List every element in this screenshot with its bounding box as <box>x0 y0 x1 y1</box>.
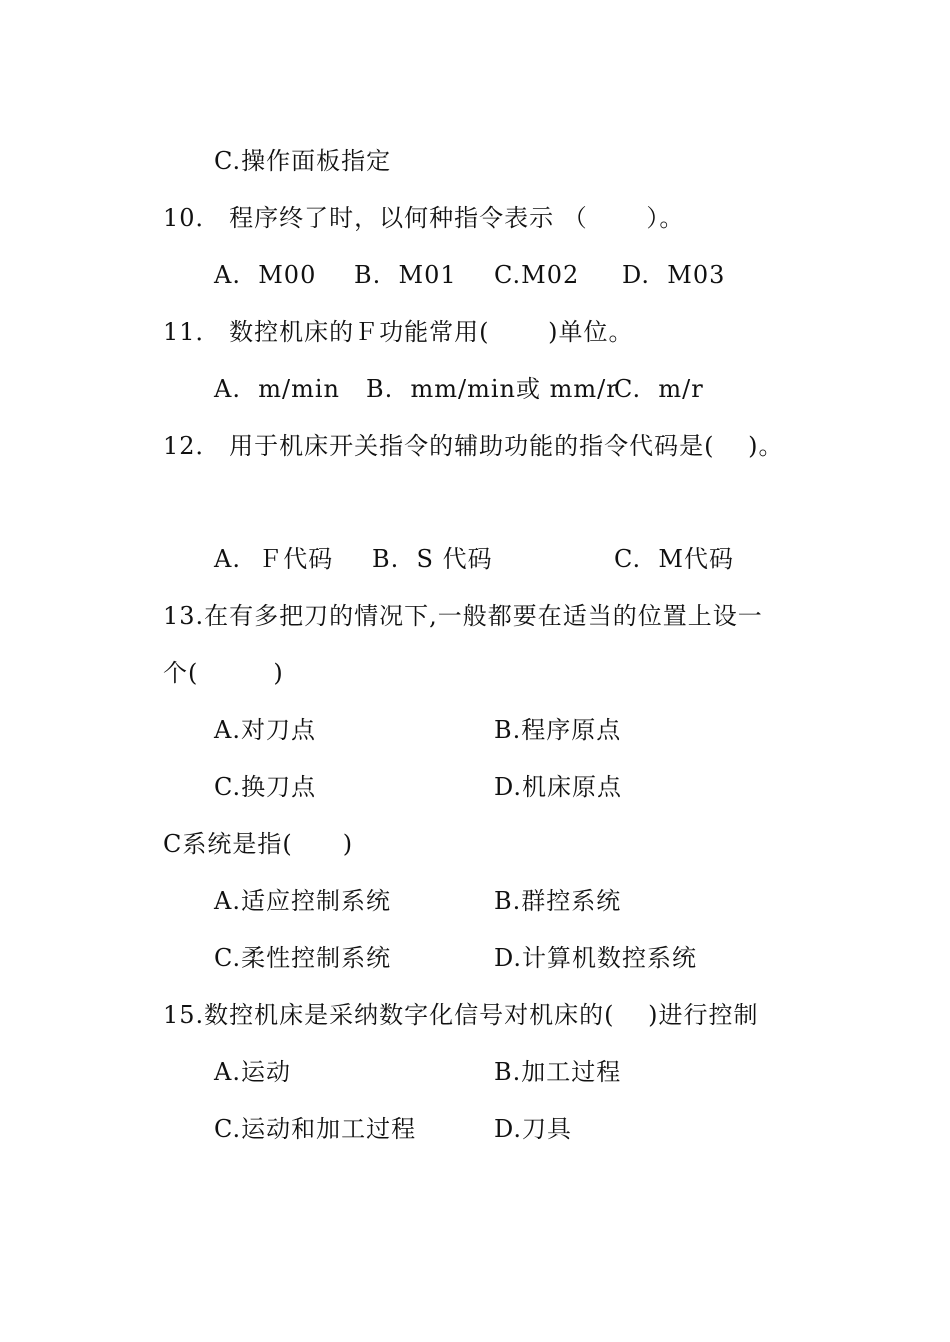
q11-option-b: B. mm/min或 mm/r <box>366 375 619 403</box>
q10-option-a: A. M00 <box>214 261 317 289</box>
q10-option-c: C.M02 <box>494 261 580 289</box>
q10-stem: 10． 程序终了时，以何种指令表示 （ ）。 <box>163 204 685 232</box>
q13-option-b: B.程序原点 <box>494 716 622 744</box>
q12-option-a: A. Ｆ代码 <box>214 545 334 573</box>
q11-stem: 11． 数控机床的Ｆ功能常用( )单位。 <box>163 318 634 346</box>
q13-option-a: A.对刀点 <box>214 716 316 744</box>
q13-stem-line1: 13.在有多把刀的情况下,一般都要在适当的位置上设一 <box>163 602 763 630</box>
q15-stem: 15.数控机床是采纳数字化信号对机床的( )进行控制 <box>163 1001 759 1029</box>
q10-option-d: D. M03 <box>622 261 726 289</box>
q13-stem-line2: 个( ) <box>163 659 284 687</box>
q12-option-b: B. S 代码 <box>372 545 493 573</box>
q15-option-b: B.加工过程 <box>494 1058 622 1086</box>
q14-option-d: D.计算机数控系统 <box>494 944 698 972</box>
q15-option-a: A.运动 <box>214 1058 291 1086</box>
q11-option-c: C. m/r <box>614 375 704 403</box>
q15-option-c: C.运动和加工过程 <box>214 1115 417 1143</box>
q12-stem: 12． 用于机床开关指令的辅助功能的指令代码是( )。 <box>163 432 784 460</box>
q13-option-d: D.机床原点 <box>494 773 623 801</box>
q14-option-b: B.群控系统 <box>494 887 622 915</box>
q14-stem: C系统是指( ) <box>163 830 354 858</box>
q15-option-d: D.刀具 <box>494 1115 573 1143</box>
q9-option-c: C.操作面板指定 <box>214 147 392 175</box>
q11-option-a: A. m/min <box>214 375 340 403</box>
q14-option-a: A.适应控制系统 <box>214 887 391 915</box>
q14-option-c: C.柔性控制系统 <box>214 944 392 972</box>
q12-option-c: C. M代码 <box>614 545 734 573</box>
q13-option-c: C.换刀点 <box>214 773 317 801</box>
q10-option-b: B. M01 <box>354 261 457 289</box>
